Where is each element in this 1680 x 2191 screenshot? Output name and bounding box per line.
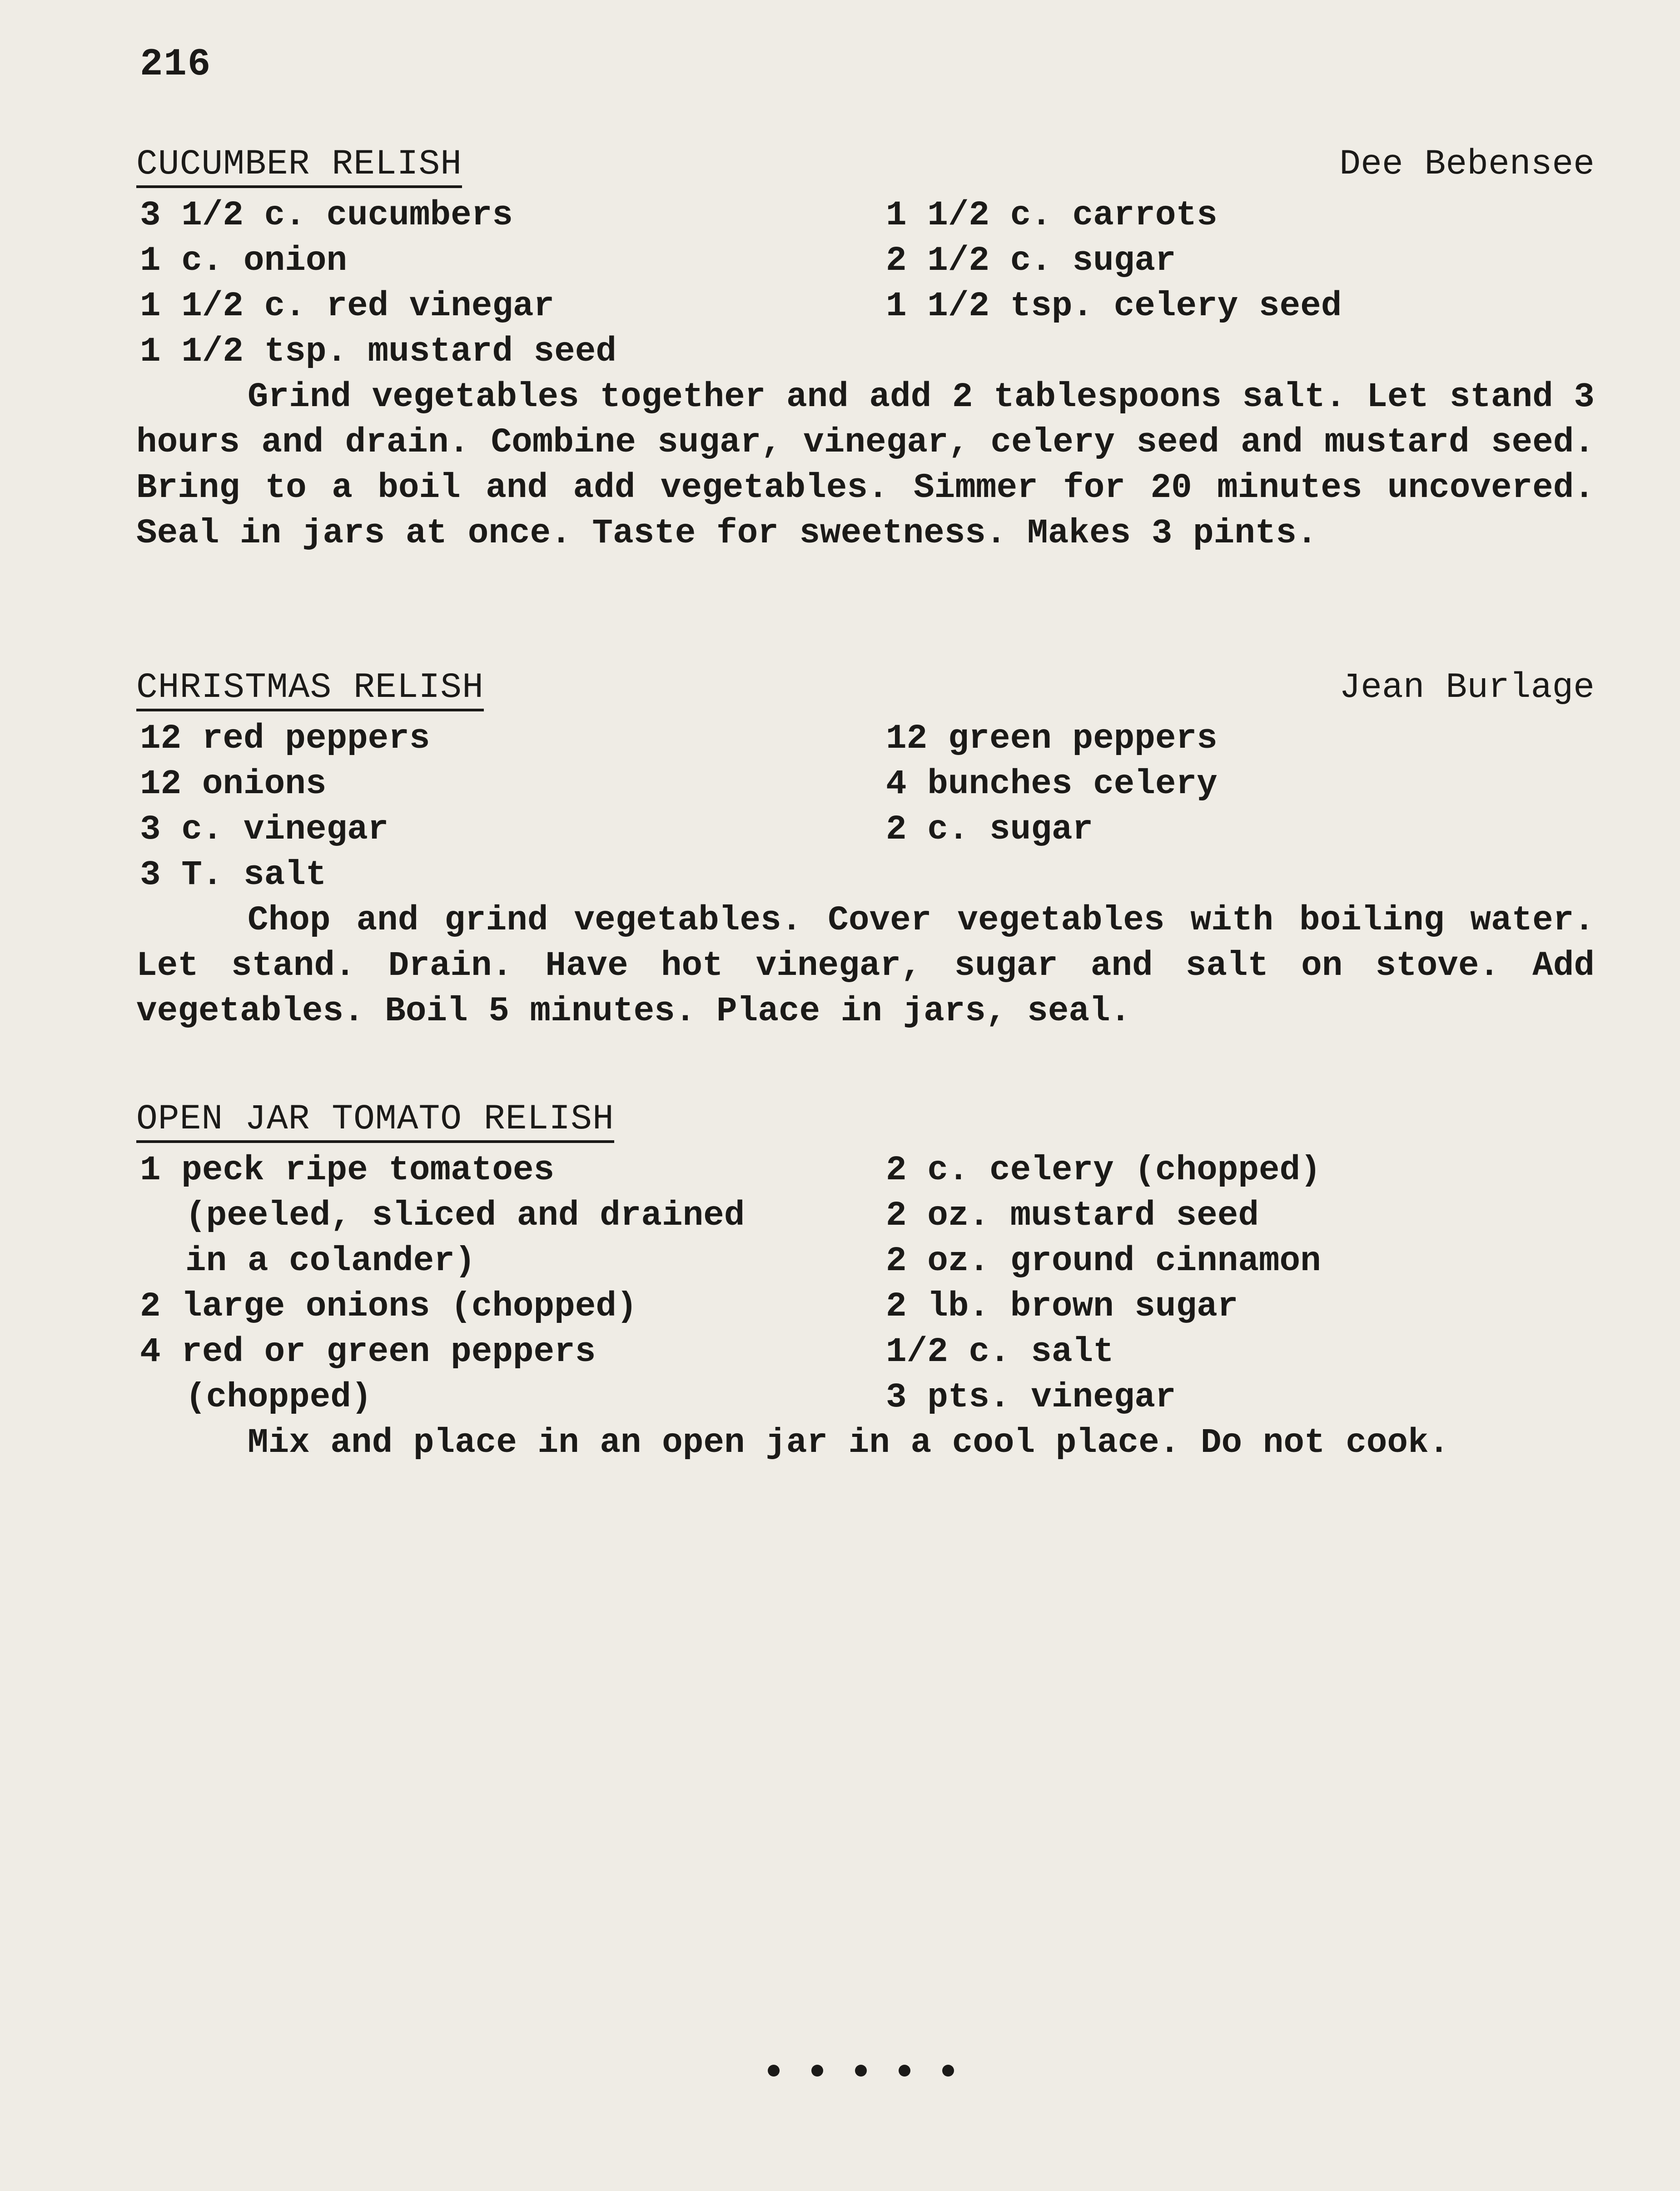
divider-dot bbox=[942, 2065, 954, 2077]
divider-dot bbox=[768, 2065, 780, 2077]
ingredient: 2 c. celery (chopped) bbox=[886, 1151, 1321, 1190]
ingredient: 3 T. salt bbox=[140, 855, 327, 894]
ingredient: 4 bunches celery bbox=[886, 765, 1218, 804]
divider-dot bbox=[811, 2065, 823, 2077]
ingredient: 2 oz. ground cinnamon bbox=[886, 1242, 1321, 1281]
ingredient: 1/2 c. salt bbox=[886, 1332, 1114, 1371]
ingredient: 3 c. vinegar bbox=[140, 810, 389, 849]
ingredient: 1 1/2 tsp. mustard seed bbox=[140, 332, 616, 371]
recipe-directions: Chop and grind vegetables. Cover vegetables with boiling water. Let stand. Drain. Have hot vinegar, sugar and salt on stove. Add vegetables. Boil 5 minutes. Place in jars, seal. bbox=[136, 901, 1595, 1031]
recipe-header bbox=[136, 1099, 1595, 1145]
ingredient: 1 peck ripe tomatoes bbox=[140, 1151, 555, 1190]
ingredient: 12 green peppers bbox=[886, 719, 1218, 758]
recipe-cucumber-relish bbox=[136, 144, 1595, 553]
recipe-header bbox=[136, 144, 1595, 190]
recipe-directions: Grind vegetables together and add 2 tablespoons salt. Let stand 3 hours and drain. Combine sugar, vinegar, celery seed and mustard seed. Bring to a boil and add vegetables. Simmer for 20 minutes uncovered. Seal in jars at once. Taste for sweetness. Makes 3 pints. bbox=[136, 378, 1595, 553]
recipe-directions: Mix and place in an open jar in a cool place. Do not cook. bbox=[248, 1423, 1450, 1462]
ingredient: (peeled, sliced and drained bbox=[185, 1196, 745, 1235]
recipe-header bbox=[136, 668, 1595, 713]
recipe-christmas-relish bbox=[136, 668, 1595, 1031]
ingredient: 4 red or green peppers bbox=[140, 1332, 596, 1371]
ingredient: 12 onions bbox=[140, 765, 327, 804]
ingredient: 1 1/2 c. carrots bbox=[886, 196, 1218, 235]
ingredient: 3 1/2 c. cucumbers bbox=[140, 196, 513, 235]
recipe-author: Dee Bebensee bbox=[1339, 144, 1595, 184]
divider-dot bbox=[899, 2065, 910, 2077]
ingredient: in a colander) bbox=[185, 1242, 476, 1281]
ingredient: 2 1/2 c. sugar bbox=[886, 241, 1176, 280]
ingredient: 3 pts. vinegar bbox=[886, 1378, 1176, 1417]
ingredient: 2 c. sugar bbox=[886, 810, 1093, 849]
ingredient: 1 1/2 c. red vinegar bbox=[140, 287, 555, 326]
ingredient: 12 red peppers bbox=[140, 719, 430, 758]
section-divider-dots bbox=[768, 2065, 954, 2077]
ingredient: 1 1/2 tsp. celery seed bbox=[886, 287, 1342, 326]
recipe-author: Jean Burlage bbox=[1339, 668, 1595, 708]
recipe-title: OPEN JAR TOMATO RELISH bbox=[136, 1099, 614, 1143]
ingredient: 1 c. onion bbox=[140, 241, 348, 280]
divider-dot bbox=[855, 2065, 867, 2077]
ingredient: (chopped) bbox=[185, 1378, 372, 1417]
ingredient: 2 large onions (chopped) bbox=[140, 1287, 637, 1326]
recipe-open-jar-tomato-relish bbox=[136, 1099, 1595, 1462]
ingredient: 2 lb. brown sugar bbox=[886, 1287, 1238, 1326]
page-number: 216 bbox=[140, 43, 212, 86]
recipe-title: CUCUMBER RELISH bbox=[136, 144, 462, 188]
recipe-title: CHRISTMAS RELISH bbox=[136, 668, 484, 711]
ingredient: 2 oz. mustard seed bbox=[886, 1196, 1259, 1235]
